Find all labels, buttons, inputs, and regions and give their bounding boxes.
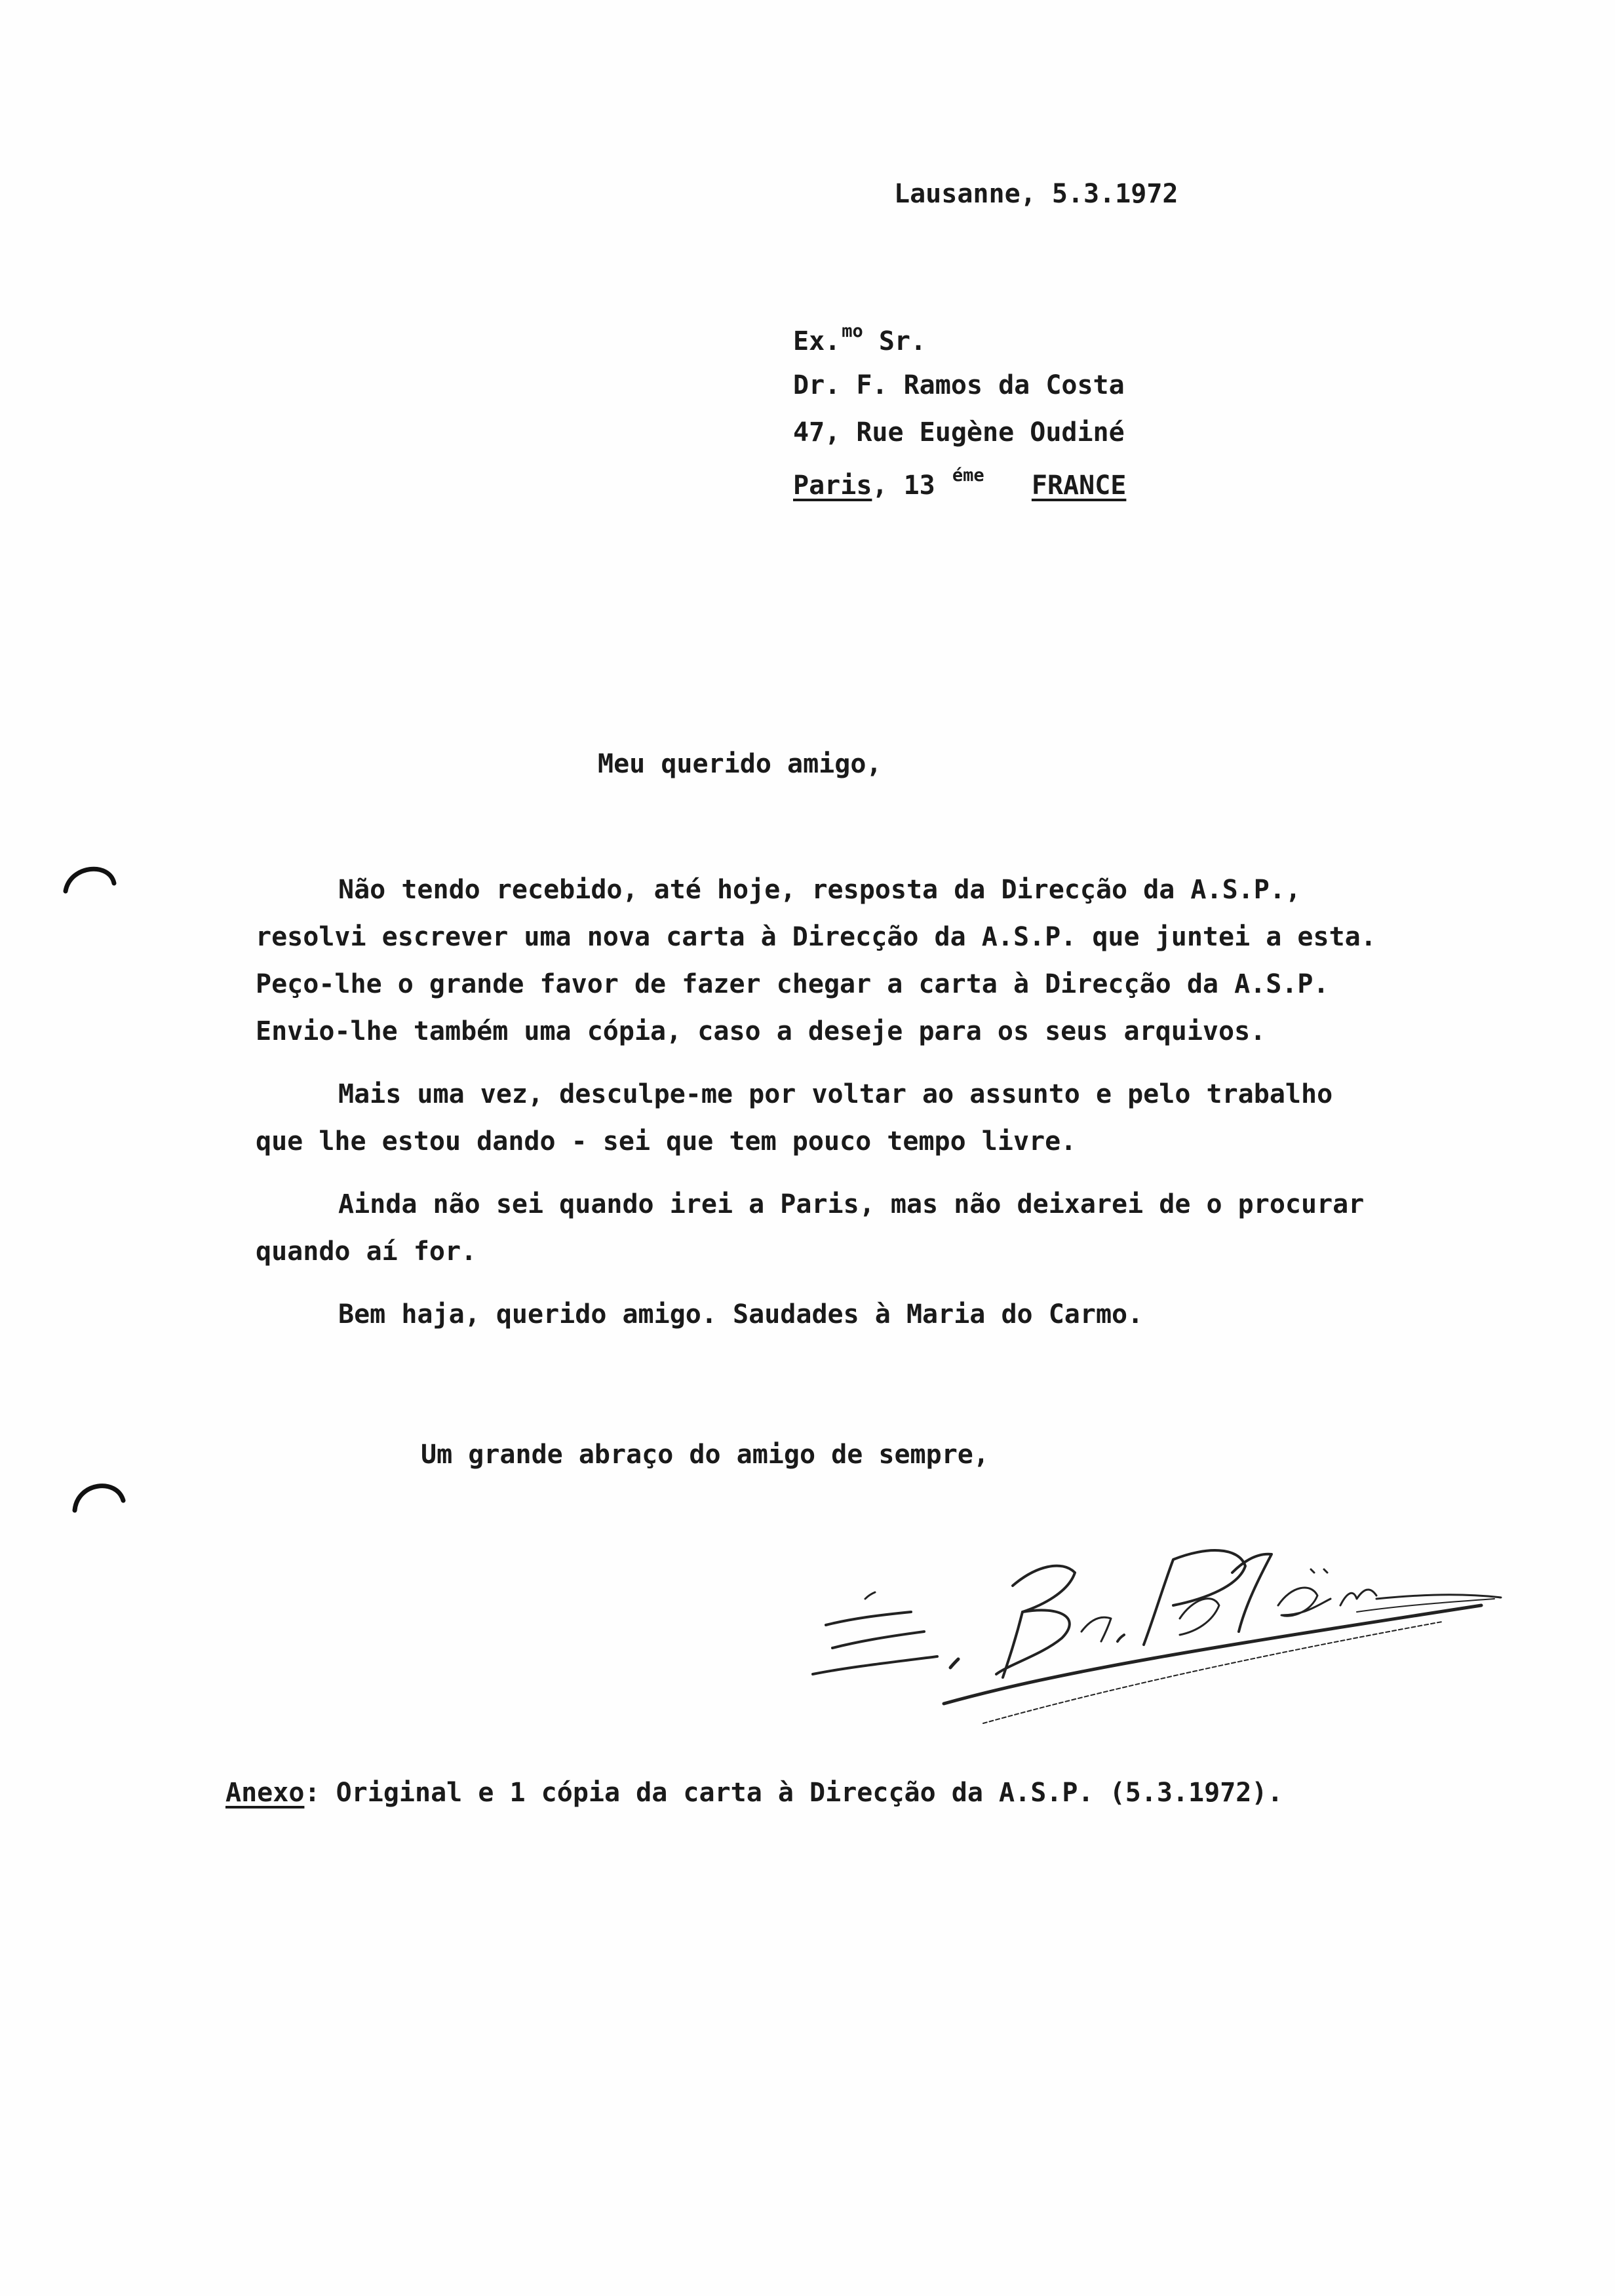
punch-hole-mark-icon <box>60 858 119 898</box>
address-title-superscript: mo <box>842 321 863 341</box>
body-paragraph-3-line-1: Ainda não sei quando irei a Paris, mas não deixarei de o procurar <box>338 1189 1365 1219</box>
annex-label: Anexo <box>225 1778 305 1808</box>
body-paragraph-3-line-2: quando aí for. <box>256 1236 477 1267</box>
address-country: FRANCE <box>1031 470 1127 501</box>
body-paragraph-4-line-1: Bem haja, querido amigo. Saudades à Maria do Carmo. <box>338 1299 1144 1330</box>
letter-closing: Um grande abraço do amigo de sempre, <box>421 1440 989 1470</box>
body-paragraph-2-line-1: Mais uma vez, desculpe-me por voltar ao assunto e pelo trabalho <box>338 1079 1333 1109</box>
address-name: Dr. F. Ramos da Costa <box>793 370 1125 400</box>
address-title-suffix: Sr. <box>863 326 927 356</box>
body-paragraph-1-line-4: Envio-lhe também uma cópia, caso a deseje para os seus arquivos. <box>256 1016 1266 1046</box>
annex-line <box>225 1780 1283 1806</box>
body-paragraph-2-line-2: que lhe estou dando - sei que tem pouco tempo livre. <box>256 1126 1077 1157</box>
punch-hole-mark-icon <box>69 1474 128 1514</box>
address-arrondissement-superscript: éme <box>952 465 984 486</box>
address-city: Paris <box>793 470 872 501</box>
letter-date: Lausanne, 5.3.1972 <box>894 179 1178 209</box>
body-paragraph-1-line-2: resolvi escrever uma nova carta à Direcção da A.S.P. que juntei a esta. <box>256 922 1376 952</box>
letter-greeting: Meu querido amigo, <box>598 749 882 779</box>
address-street: 47, Rue Eugène Oudiné <box>793 417 1125 448</box>
annex-colon: : <box>304 1778 336 1808</box>
annex-text: Original e 1 cópia da carta à Direcção da A.S.P. (5.3.1972). <box>336 1778 1283 1808</box>
address-title <box>793 322 926 354</box>
handwritten-signature <box>787 1507 1508 1730</box>
body-paragraph-1-line-1: Não tendo recebido, até hoje, resposta da Direcção da A.S.P., <box>338 875 1302 905</box>
address-title-prefix: Ex. <box>793 326 841 356</box>
address-city-line <box>793 467 1126 499</box>
body-paragraph-1-line-3: Peço-lhe o grande favor de fazer chegar a carta à Direcção da A.S.P. <box>256 969 1329 999</box>
address-city-separator: , 13 <box>872 470 951 501</box>
